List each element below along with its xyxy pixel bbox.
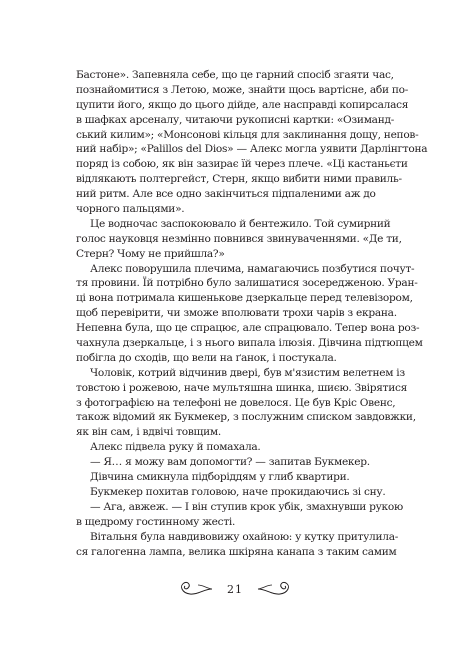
text-line: Стерн? Чому не прийшла?» xyxy=(76,247,225,260)
text-line: цупити його, якщо до цього дійде, але насправді копирсалася xyxy=(76,98,409,111)
text-line: ся галогенна лампа, велика шкіряна канапа з таким самим xyxy=(76,545,397,558)
text-line: Алекс поворушила плечима, намагаючись позбутися почут- xyxy=(90,262,415,275)
text-line: Це водночас заспокоювало й бентежило. Той сумирний xyxy=(90,217,391,230)
text-line: познайомитися з Летою, може, знайти щось вартісне, аби по- xyxy=(76,83,409,96)
page-number: 21 xyxy=(227,583,243,596)
text-line: також відомий як Букмекер, з послужним списком завдовжки, xyxy=(76,411,416,424)
text-line: тя провини. Їй потрібно було залишатися зосередженою. Уран- xyxy=(76,277,418,290)
text-line: з фотографією на телефоні не довелося. Це був Кріс Овенс, xyxy=(76,396,396,409)
text-line: ський килим»; «Монсонові кільця для заклинання дощу, непов- xyxy=(76,128,419,141)
text-line: Алекс підвела руку й помахала. xyxy=(90,441,261,454)
page-footer xyxy=(170,580,300,602)
text-line: Вітальня була навдивовижу охайною: у кутку притулила- xyxy=(90,530,399,543)
text-line: Чоловік, котрий відчинив двері, був м'язистим велетнем із xyxy=(90,366,405,379)
text-line: товстою і рожевою, наче мультяшна шинка, шиєю. Звірятися xyxy=(76,381,408,394)
text-line: Букмекер похитав головою, наче прокидаючись зі сну. xyxy=(90,485,386,498)
text-line: — Ага, авжеж. — І він ступив крок убік, змахнувши рукою xyxy=(90,500,403,513)
text-line: відлякають полтергейст, Стерн, якщо вибити ними правиль- xyxy=(76,173,402,186)
text-line: Дівчина смикнула підборіддям у глиб квартири. xyxy=(90,471,350,484)
right-flourish-icon xyxy=(256,580,294,598)
text-line: поряд із собою, як він зазирає їй через плече. «Ці кастаньєти xyxy=(76,158,408,171)
text-line: чахнула дзеркальце, і з нього випала ілюзія. Дівчина підтюпцем xyxy=(76,337,423,350)
text-line: чорного пальцями». xyxy=(76,203,185,216)
text-line: Непевна була, що це спрацює, але спрацювало. Тепер вона роз- xyxy=(76,322,420,335)
text-line: як він сам, і вдвічі товщим. xyxy=(76,426,221,439)
text-line: ний набір»; «Palillos del Dios» — Алекс могла уявити Дарлінгтона xyxy=(76,143,428,156)
text-line: ний ритм. Але все одно закінчиться підпаленими аж до xyxy=(76,188,376,201)
text-line: ці вона потримала кишенькове дзеркальце перед телевізором, xyxy=(76,292,413,305)
text-line: побігла до сходів, що вели на ґанок, і постукала. xyxy=(76,351,337,364)
text-line: щоб перевірити, чи зможе вполювати трохи чарів з екрана. xyxy=(76,307,397,320)
body-text xyxy=(76,68,428,559)
text-line: в шафках арсеналу, читаючи рукописні картки: «Озиманд- xyxy=(76,113,395,126)
text-line: — Я… я можу вам допомогти? — запитав Букмекер. xyxy=(90,456,370,469)
text-line: голос науковця незмінно повнився звинуваченнями. «Де ти, xyxy=(76,232,402,245)
text-line: Бастоне». Запевняла себе, що це гарний спосіб згаяти час, xyxy=(76,69,394,81)
text-line: в щедрому гостинному жесті. xyxy=(76,515,236,528)
